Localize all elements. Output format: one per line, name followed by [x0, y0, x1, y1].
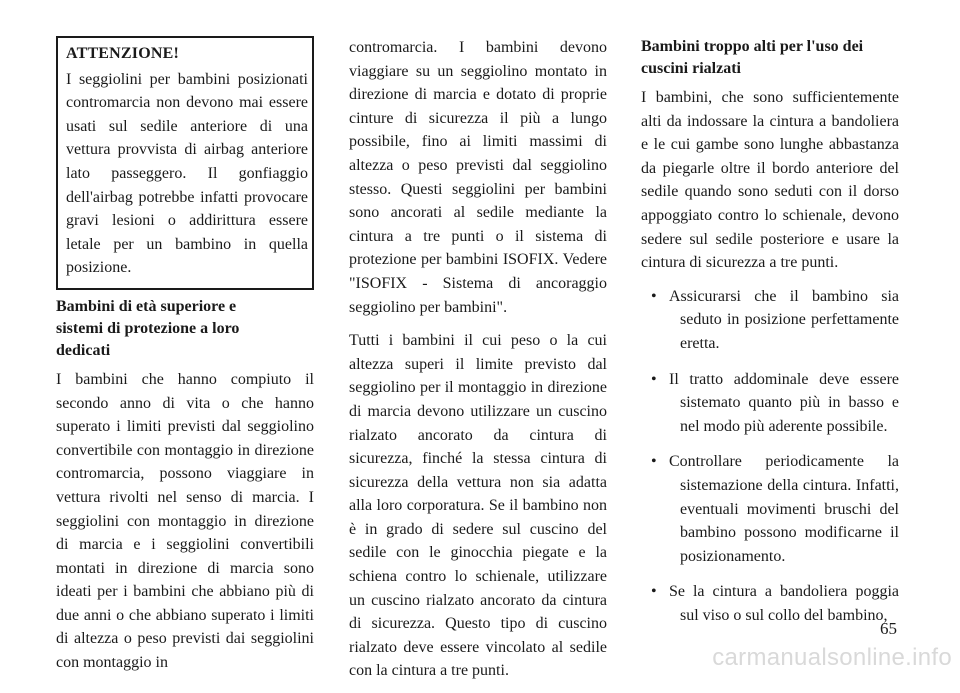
- watermark: carmanualsonline.info: [712, 644, 952, 671]
- warning-title: ATTENZIONE!: [66, 45, 180, 62]
- section-heading-too-tall: Bambini troppo alti per l'uso dei cuscini rialzati: [641, 38, 864, 77]
- column-left: [56, 36, 314, 685]
- list-item: • Controllare periodicamente la sistemazione della cintura. Infatti, eventuali movimenti bruschi del bambino possono modificarne il posizionamento.: [641, 450, 899, 568]
- warning-text: I seggiolini per bambini posizionati contromarcia non devono mai essere usati sul sedile anteriore di una vettura provvista di airbag anteriore lato passeggero. Il gonfiaggio dell'airbag potrebbe infatti provocare gravi lesioni o addirittura essere letale per un bambino in quella posizione.: [66, 70, 308, 277]
- list-item: • Il tratto addominale deve essere sistemato quanto più in basso e nel modo più aderente possibile.: [641, 368, 899, 439]
- column-right: [641, 36, 899, 639]
- paragraph-too-tall: I bambini, che sono sufficientemente alti da indossare la cintura a bandoliera e le cui gambe sono lunghe abbastanza da piegarle oltre il bordo anteriore del sedile quando sono seduti con il dorso appoggiato contro lo schienale, devono sedere sul sedile posteriore e usare la cintura di sicurezza a tre punti.: [641, 89, 899, 272]
- section-heading-older-children: Bambini di età superiore e sistemi di protezione a loro dedicati: [56, 297, 240, 359]
- paragraph-booster-seat: Tutti i bambini il cui peso o la cui altezza superi il limite previsto dal seggiolino per il montaggio in direzione di marcia devono utilizzare un cuscino rialzato ancorato da cintura di sicurezza, finché la stessa cintura di sicurezza della vettura non sia adatta alla loro corporatura. Se il bambino non è in grado di sedere sul cuscino del sedile con le ginocchia piegate e la schiena contro lo schienale, utilizzare un cuscino rialzato ancorato da cintura di sicurezza. Questo tipo di cuscino rialzato deve essere vincolato al sedile con la cintura a tre punti.: [349, 332, 607, 680]
- column-middle: [349, 36, 607, 693]
- bullet-list: [641, 285, 899, 628]
- page-number: 65: [880, 619, 897, 638]
- list-item: • Se la cintura a bandoliera poggia sul viso o sul collo del bambino,: [641, 580, 899, 627]
- paragraph-older-children-part1: I bambini che hanno compiuto il secondo anno di vita o che hanno superato i limiti previsti dal seggiolino convertibile con montaggio in direzione contromarcia, possono viaggiare in vettura rivolti nel senso di marcia. I seggiolini con montaggio in direzione di marcia e i seggiolini convertibili montati in direzione di marcia sono ideati per i bambini che abbiano più di due anni o che abbiano superato i limiti di altezza o peso previsti dai seggiolini con montaggio in: [56, 370, 314, 672]
- warning-box: [56, 36, 314, 290]
- paragraph-older-children-part2: contromarcia. I bambini devono viaggiare su un seggiolino montato in direzione di marcia e dotato di proprie cinture di sicurezza il più a lungo possibile, fino ai limiti massimi di altezza o peso previsti dal seggiolino stesso. Questi seggiolini per bambini sono ancorati al sedile mediante la cintura a tre punti o il sistema di protezione per bambini ISOFIX. Vedere "ISOFIX - Sistema di ancoraggio seggiolino per bambini".: [349, 39, 607, 316]
- list-item: • Assicurarsi che il bambino sia seduto in posizione perfettamente eretta.: [641, 285, 899, 356]
